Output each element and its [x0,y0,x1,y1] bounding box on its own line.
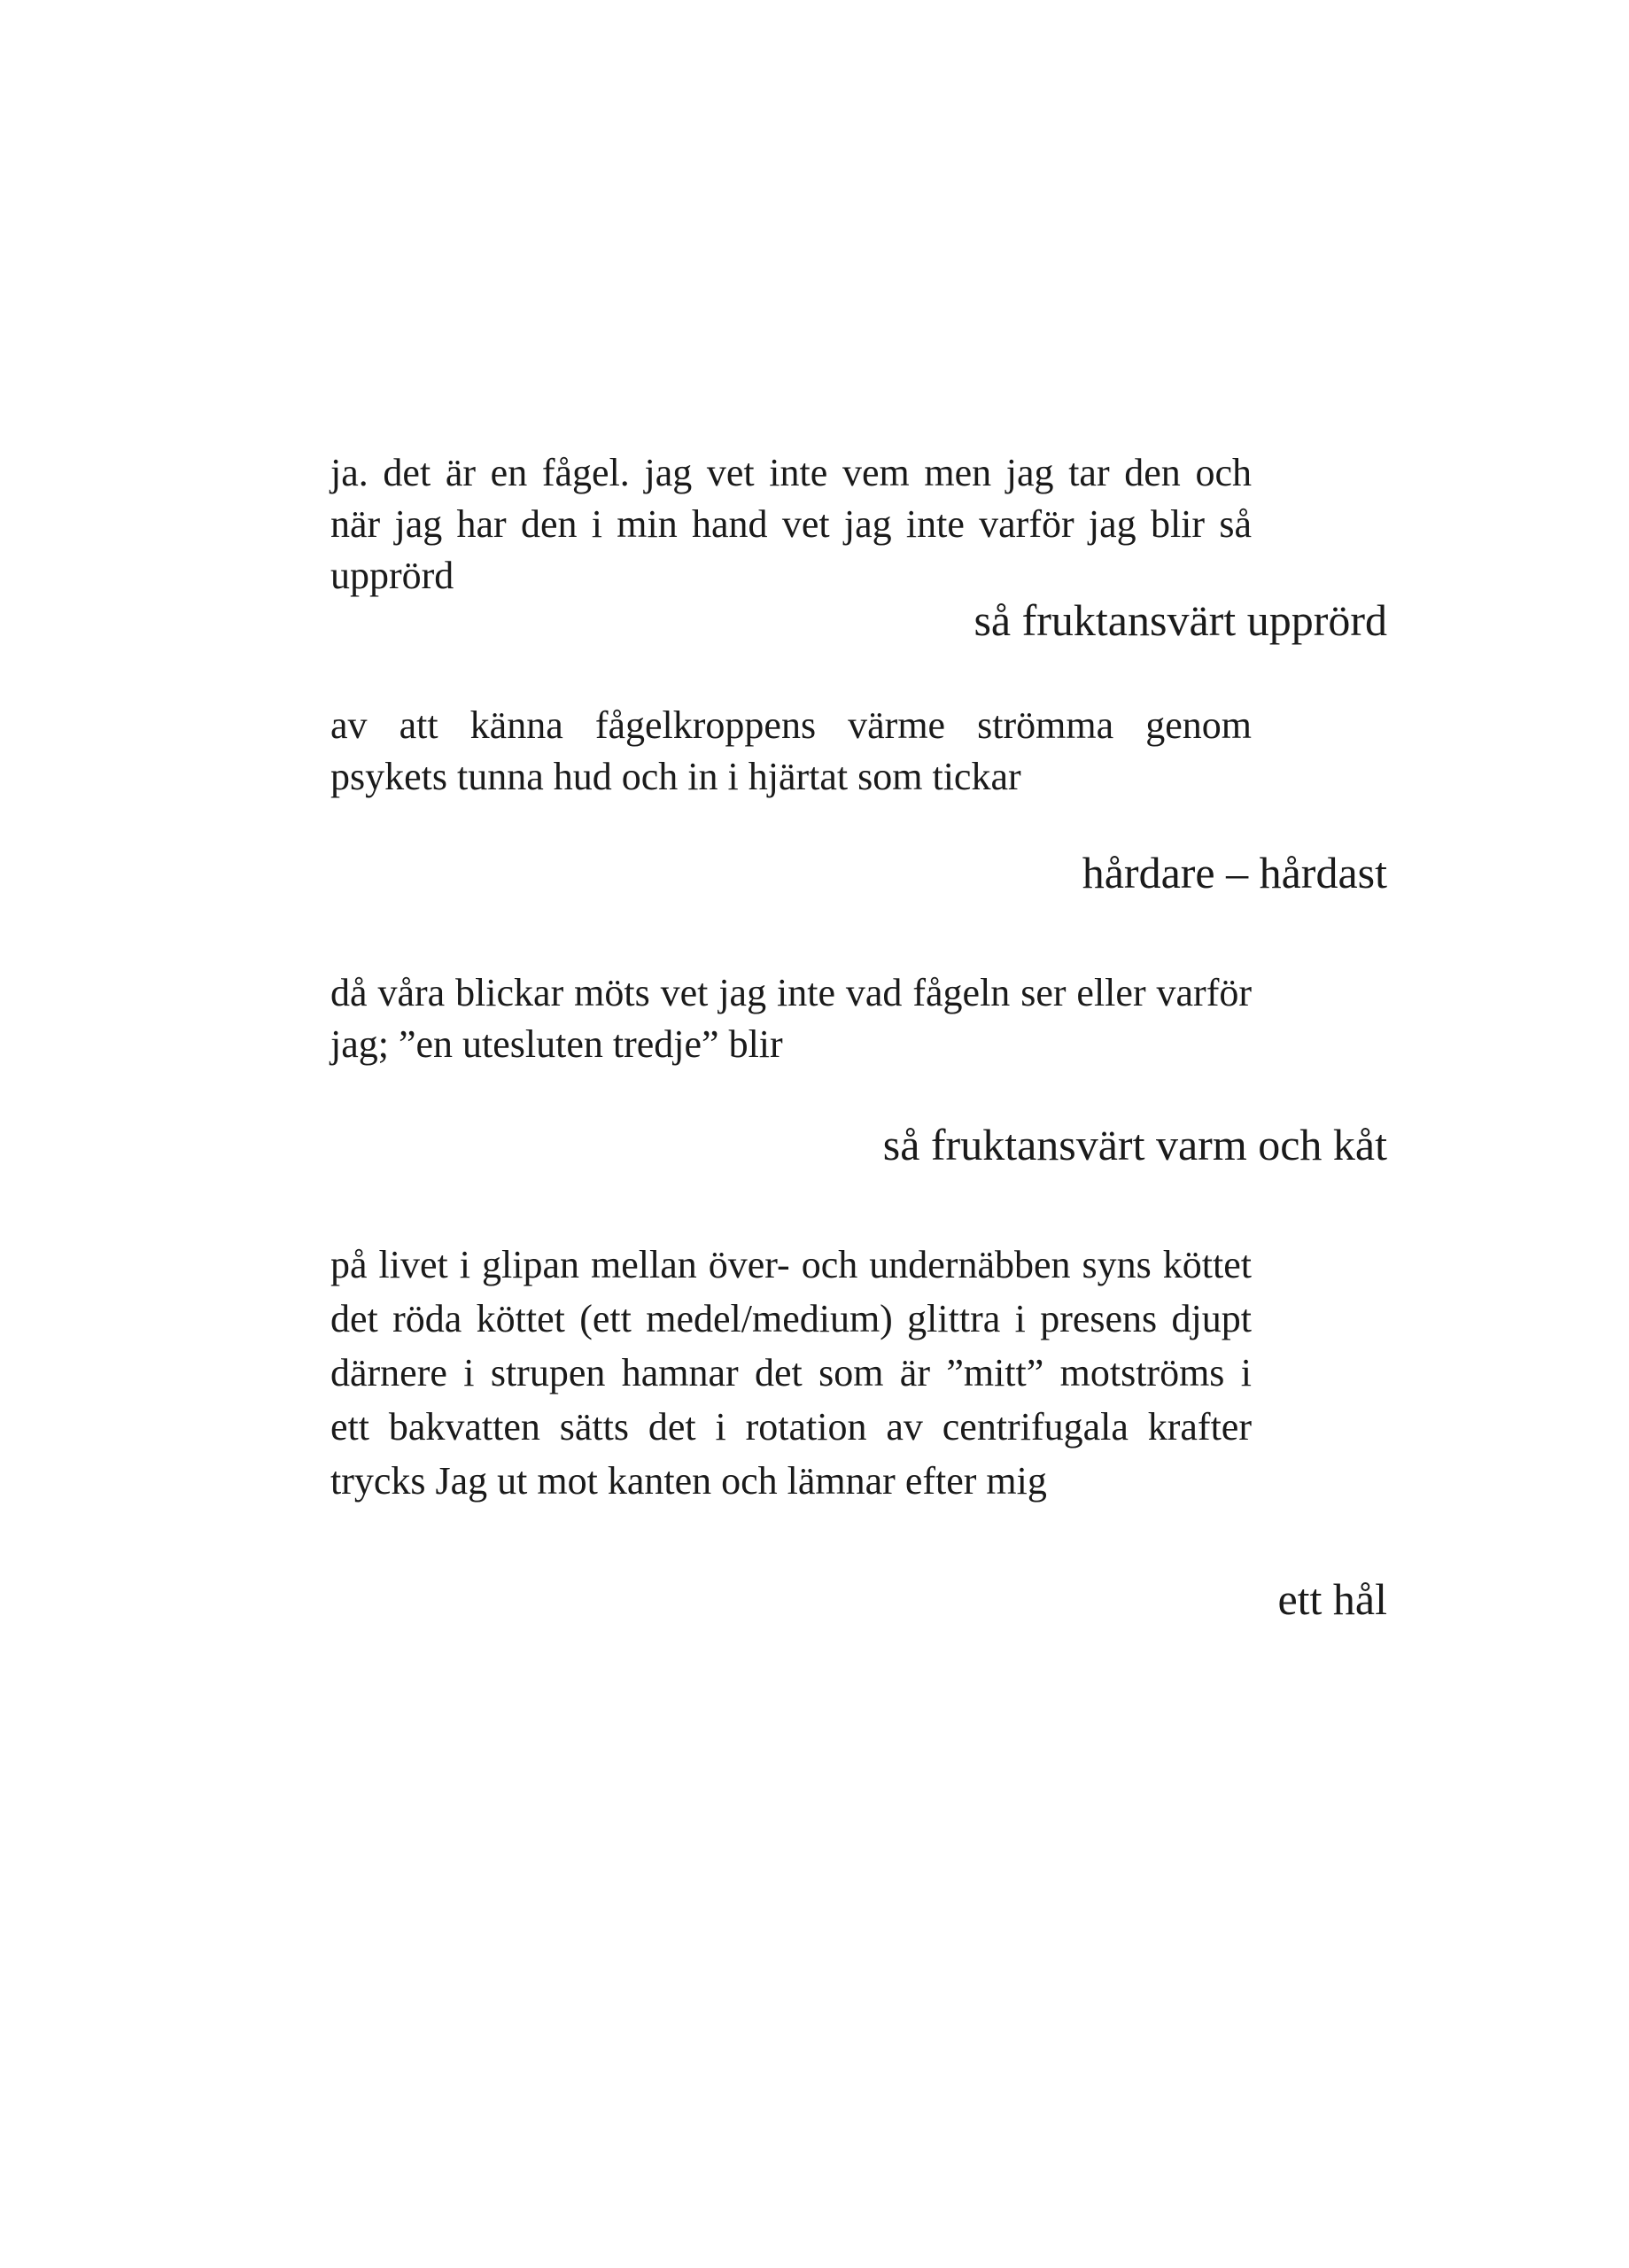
refrain-4: ett hål [1277,1574,1387,1624]
stanza-line: jag; ”en utesluten tredje” blir [330,1022,783,1066]
stanza-line: när jag har den i min hand vet jag inte varför jag blir så [330,502,1252,546]
stanza-line: på livet i glipan mellan över- och undernäbben syns köttet [330,1243,1252,1286]
stanza-3 [330,967,1252,1070]
stanza-line: trycks Jag ut mot kanten och lämnar efter mig [330,1459,1047,1503]
stanza-line: av att känna fågelkroppens värme strömma genom [330,703,1252,747]
stanza-line: ett bakvatten sätts det i rotation av centrifugala krafter [330,1405,1252,1449]
stanza-line: ja. det är en fågel. jag vet inte vem men jag tar den och [330,451,1252,494]
stanza-line: upprörd [330,554,454,597]
stanza-line: det röda köttet (ett medel/medium) glittra i presens djupt [330,1297,1252,1340]
stanza-2 [330,700,1252,803]
refrain-1: så fruktansvärt upprörd [974,595,1387,645]
stanza-line: då våra blickar möts vet jag inte vad fågeln ser eller varför [330,971,1252,1014]
stanza-line: psykets tunna hud och in i hjärtat som tickar [330,755,1021,798]
refrain-2: hårdare – hårdast [1082,848,1387,897]
stanza-line: därnere i strupen hamnar det som är ”mitt” motströms i [330,1351,1252,1394]
refrain-3: så fruktansvärt varm och kåt [882,1120,1387,1169]
stanza-1 [330,447,1252,602]
stanza-4 [330,1238,1252,1508]
